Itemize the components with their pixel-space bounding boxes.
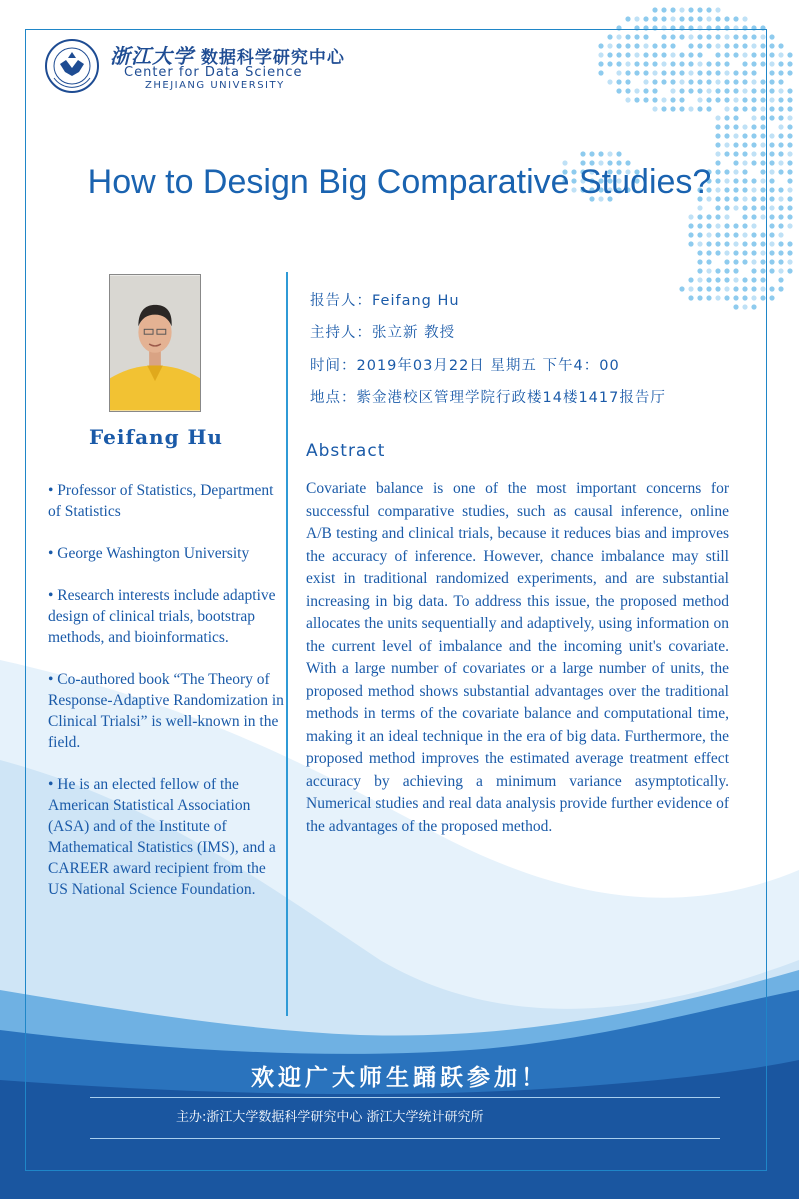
map-dot	[697, 7, 702, 12]
bio-item: • Research interests include adaptive design of clinical trials, bootstrap methods, and bioinformatics.	[48, 587, 276, 646]
map-dot	[769, 115, 774, 120]
map-dot	[769, 241, 774, 246]
map-dot	[778, 133, 783, 138]
map-dot	[769, 223, 774, 228]
map-dot	[787, 61, 792, 66]
map-dot	[778, 142, 783, 147]
map-dot	[778, 43, 783, 48]
map-dot	[787, 97, 792, 102]
map-dot	[778, 97, 783, 102]
map-dot	[787, 52, 792, 57]
speaker-photo	[109, 274, 201, 412]
abstract-heading: Abstract	[306, 441, 386, 461]
map-dot	[769, 88, 774, 93]
map-dot	[778, 250, 783, 255]
map-dot	[706, 7, 711, 12]
map-dot	[787, 151, 792, 156]
map-dot	[733, 16, 738, 21]
map-dot	[769, 205, 774, 210]
map-dot	[706, 16, 711, 21]
map-dot	[769, 97, 774, 102]
map-dot	[787, 115, 792, 120]
map-dot	[787, 223, 792, 228]
map-dot	[778, 61, 783, 66]
map-dot	[769, 295, 774, 300]
org-name-cn-script: 浙江大学	[110, 44, 194, 68]
map-dot	[688, 16, 693, 21]
info-place: 地点：紫金港校区管理学院行政楼14楼1417报告厅	[310, 390, 666, 406]
welcome-banner: 欢迎广大师生踊跃参加！	[251, 1065, 548, 1091]
map-dot	[778, 151, 783, 156]
map-dot	[769, 106, 774, 111]
org-name-en: Center for Data Science	[124, 65, 303, 80]
map-dot	[769, 232, 774, 237]
map-dot	[787, 106, 792, 111]
map-dot	[787, 241, 792, 246]
bio-item: • Co-authored book “The Theory of Response-Adaptive Randomization in Clinical Trialsi” is well-known in the field.	[48, 671, 284, 751]
map-dot	[769, 268, 774, 273]
map-dot	[787, 250, 792, 255]
map-dot	[679, 16, 684, 21]
map-dot	[769, 286, 774, 291]
column-divider	[286, 272, 288, 1016]
map-dot	[670, 16, 675, 21]
map-dot	[769, 142, 774, 147]
bio-item: • George Washington University	[48, 545, 250, 562]
map-dot	[742, 16, 747, 21]
map-dot	[778, 259, 783, 264]
speaker-bio	[48, 480, 288, 921]
map-dot	[670, 7, 675, 12]
map-dot	[778, 214, 783, 219]
map-dot	[769, 70, 774, 75]
map-dot	[643, 16, 648, 21]
map-dot	[679, 7, 684, 12]
map-dot	[778, 232, 783, 237]
map-dot	[778, 277, 783, 282]
map-dot	[661, 16, 666, 21]
footer-divider-top	[90, 1097, 720, 1098]
org-name-en-sub: ZHEJIANG UNIVERSITY	[145, 80, 285, 91]
org-name-cn-text: 数据科学研究中心	[200, 48, 345, 68]
map-dot	[778, 115, 783, 120]
info-time: 时间：2019年03月22日 星期五 下午4：00	[310, 358, 620, 374]
bio-item: • Professor of Statistics, Department of Statistics	[48, 482, 274, 520]
map-dot	[769, 214, 774, 219]
map-dot	[778, 106, 783, 111]
map-dot	[688, 7, 693, 12]
map-dot	[715, 7, 720, 12]
map-dot	[787, 133, 792, 138]
map-dot	[769, 34, 774, 39]
map-dot	[769, 61, 774, 66]
footer-divider-bottom	[90, 1138, 720, 1139]
map-dot	[778, 268, 783, 273]
map-dot	[769, 259, 774, 264]
map-dot	[769, 79, 774, 84]
map-dot	[715, 16, 720, 21]
map-dot	[778, 52, 783, 57]
info-reporter: 报告人：Feifang Hu	[310, 293, 460, 309]
bio-item: • He is an elected fellow of the American Statistical Association (ASA) and of the Institute of Mathematical Statistics (IMS), and a CAREER award recipient from the US National Science Foundation.	[48, 776, 276, 898]
map-dot	[724, 16, 729, 21]
map-dot	[661, 7, 666, 12]
map-dot	[652, 7, 657, 12]
abstract-text: Covariate balance is one of the most important concerns for successful comparative studies, such as causal inference, online A/B testing and clinical trials, because it reduces bias and improves the accuracy of inference. However, chance imbalance may still exist in traditional randomized experiments, and are substantial increasing in big data. To address this issue, the proposed method allocates the units sequentially and adaptively, using information on the current level of imbalance and the incoming unit's covariate. With a large number of covariates or a large number of units, the proposed method shows substantial advantages over the traditional methods in terms of the covariate balance and computational time, making it an ideal technique in the era of big data. Furthermore, the proposed method improves the estimated average treatment effect accuracy by achieving a minimum variance asymptotically. Numerical studies and real data analysis provide further evidence of the advantages of the proposed method.	[306, 480, 729, 835]
map-dot	[769, 151, 774, 156]
map-dot	[787, 124, 792, 129]
map-dot	[625, 16, 630, 21]
map-dot	[787, 214, 792, 219]
map-dot	[787, 70, 792, 75]
map-dot	[769, 43, 774, 48]
zju-emblem-icon	[44, 38, 100, 94]
map-dot	[697, 16, 702, 21]
map-dot	[778, 205, 783, 210]
map-dot	[787, 259, 792, 264]
map-dot	[778, 70, 783, 75]
info-host: 主持人：张立新 教授	[310, 325, 456, 341]
map-dot	[787, 142, 792, 147]
map-dot	[769, 250, 774, 255]
footer-hosts: 主办:浙江大学数据科学研究中心 浙江大学统计研究所	[176, 1110, 484, 1125]
map-dot	[778, 241, 783, 246]
map-dot	[778, 79, 783, 84]
map-dot	[634, 16, 639, 21]
map-dot	[778, 223, 783, 228]
map-dot	[787, 205, 792, 210]
poster-title: How to Design Big Comparative Studies?	[87, 163, 712, 201]
map-dot	[778, 88, 783, 93]
map-dot	[787, 268, 792, 273]
map-dot	[769, 133, 774, 138]
map-dot	[778, 124, 783, 129]
map-dot	[778, 286, 783, 291]
map-dot	[769, 52, 774, 57]
map-dot	[652, 16, 657, 21]
map-dot	[787, 88, 792, 93]
speaker-name: Feifang Hu	[89, 425, 223, 449]
